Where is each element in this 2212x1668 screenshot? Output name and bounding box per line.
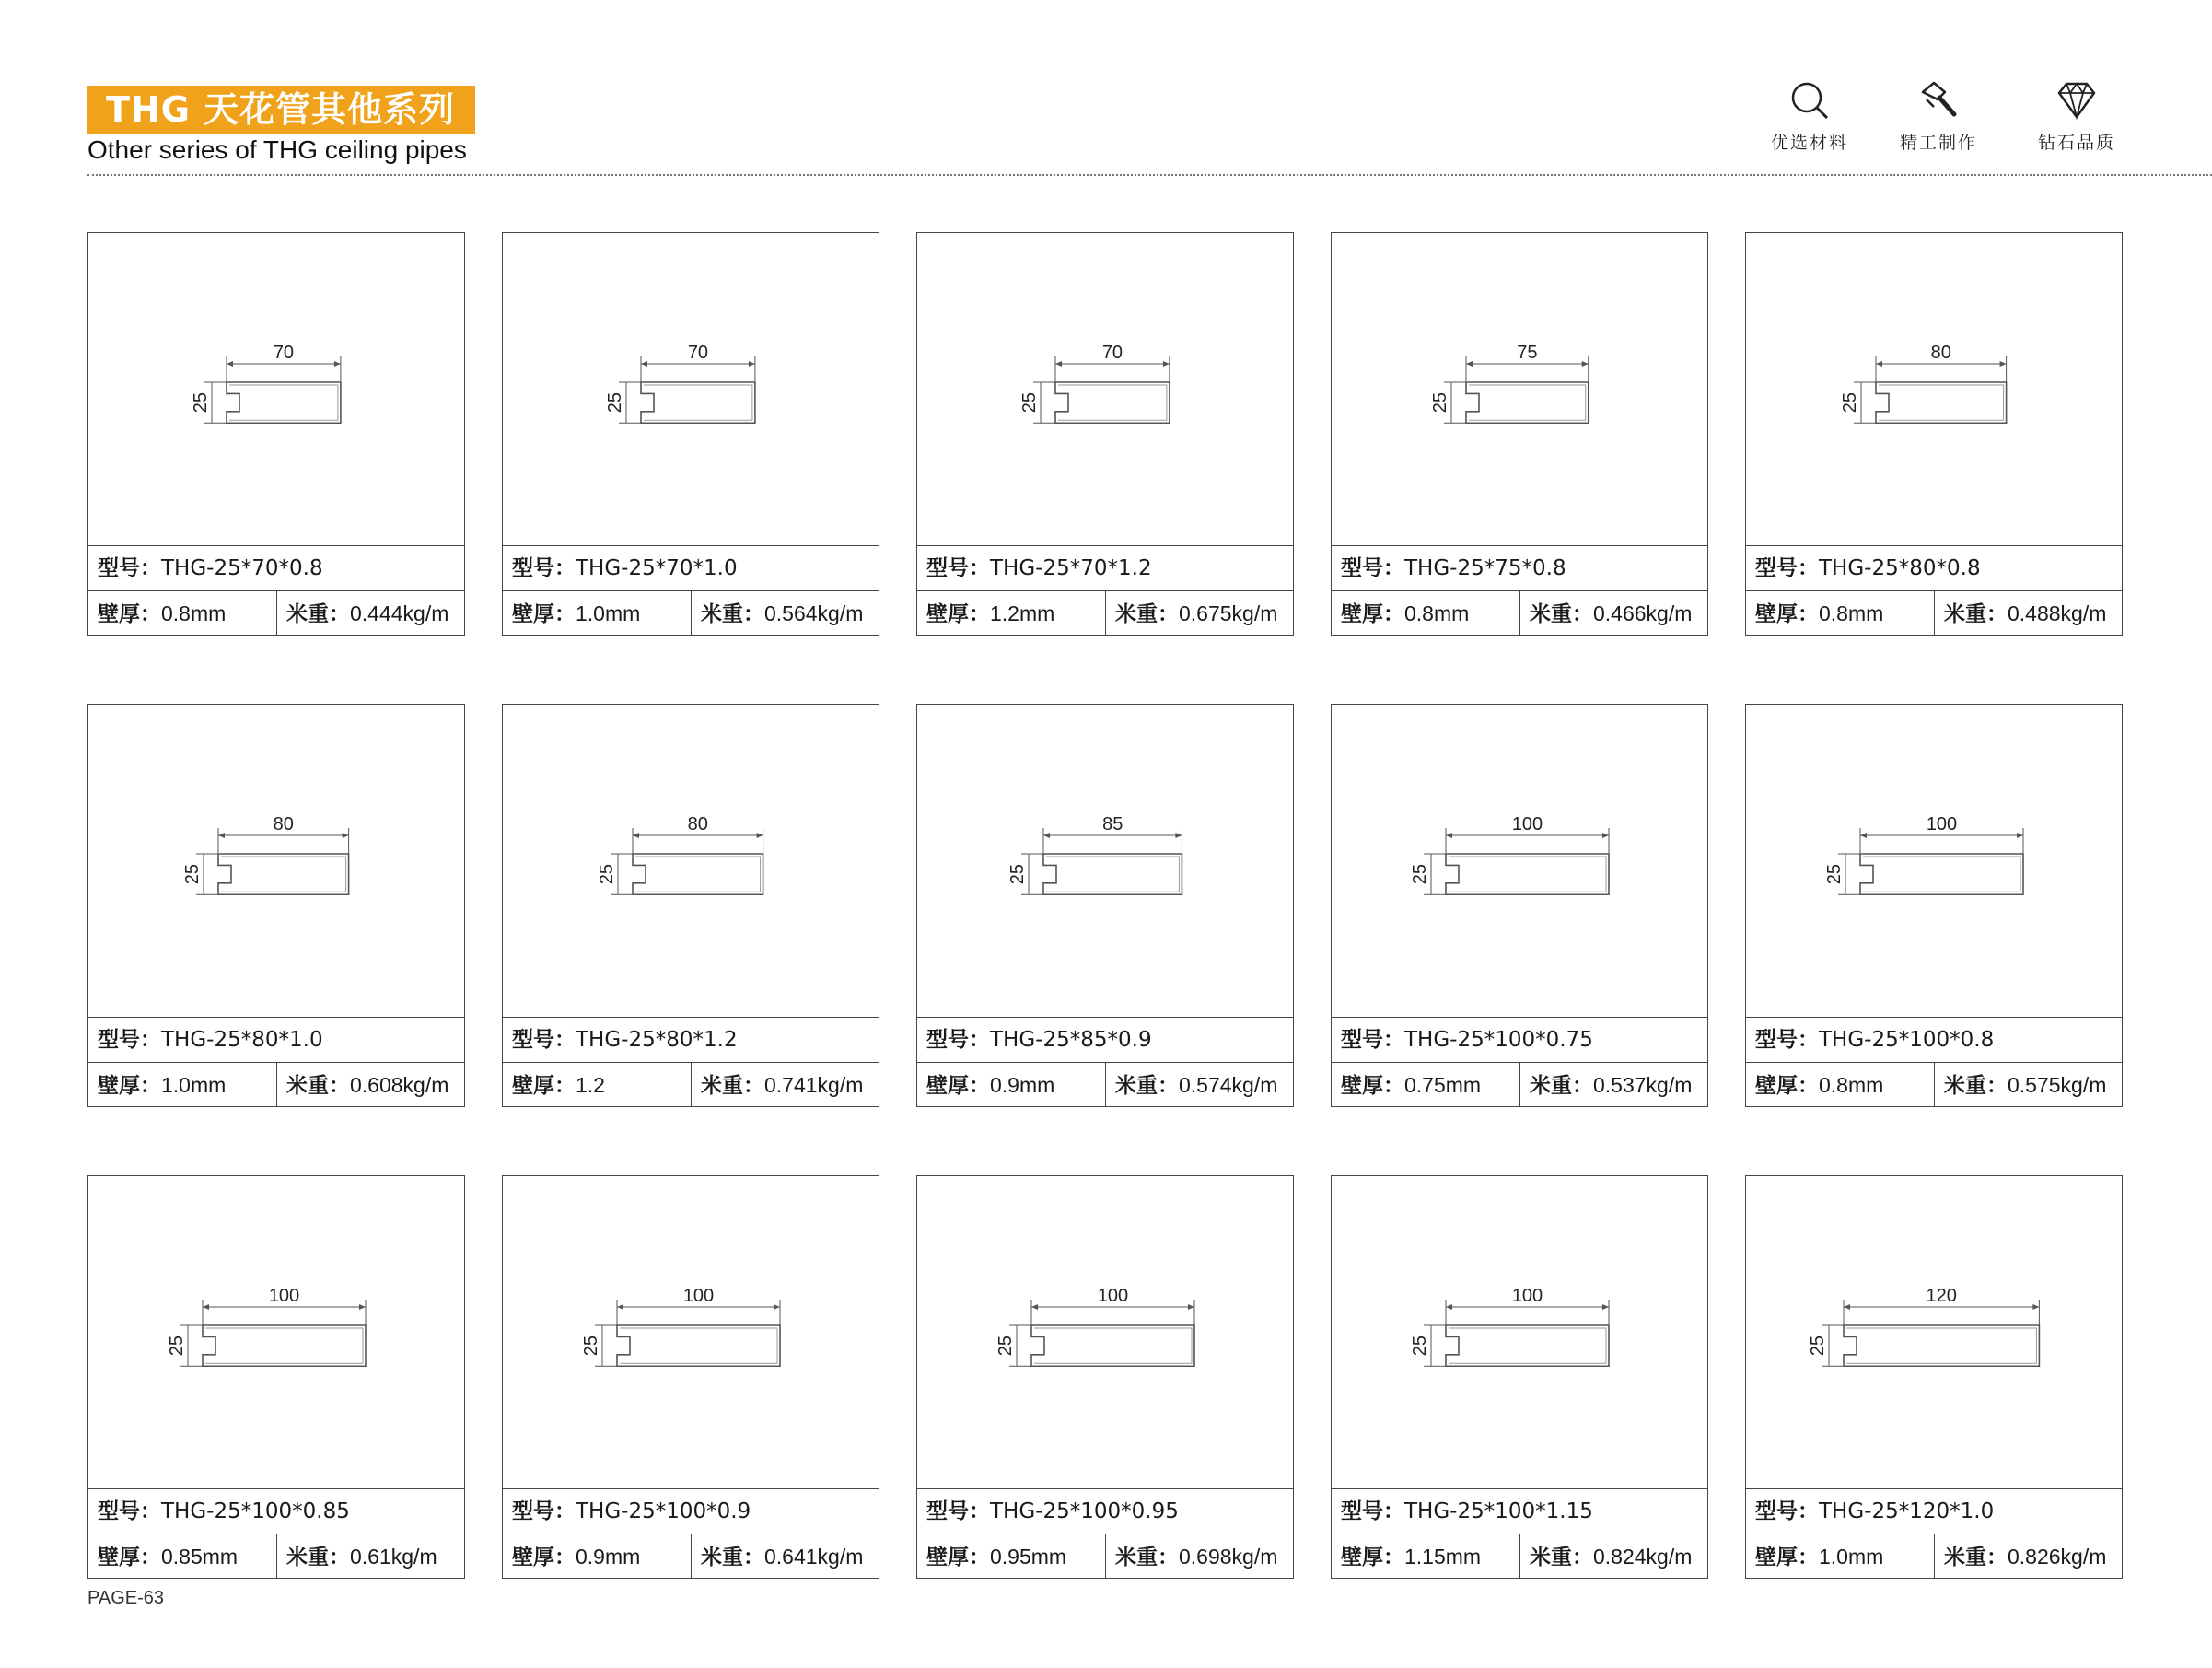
thickness-value: 0.8mm bbox=[1404, 601, 1470, 625]
height-dimension-label: 25 bbox=[191, 392, 211, 414]
page-subtitle: Other series of THG ceiling pipes bbox=[87, 135, 467, 164]
profile-outline bbox=[1446, 1325, 1609, 1366]
product-card bbox=[1331, 232, 1708, 636]
spec-row bbox=[88, 591, 464, 636]
thickness-cell bbox=[917, 591, 1106, 636]
thickness-label: 壁厚： bbox=[98, 1546, 161, 1569]
model-row bbox=[1332, 1018, 1707, 1063]
weight-cell bbox=[1935, 1534, 2124, 1579]
weight-cell bbox=[692, 1063, 880, 1107]
weight-label: 米重： bbox=[286, 1074, 350, 1098]
spec-row bbox=[503, 1534, 879, 1579]
width-dimension-label: 100 bbox=[682, 1286, 715, 1306]
weight-value: 0.466kg/m bbox=[1593, 601, 1693, 625]
profile-diagram bbox=[1746, 233, 2122, 544]
weight-cell bbox=[692, 1534, 880, 1579]
feature-label: 钻石品质 bbox=[2037, 133, 2115, 153]
width-dimension-label: 80 bbox=[1930, 343, 1951, 363]
profile-outline bbox=[1844, 1325, 2039, 1366]
width-dimension-label: 80 bbox=[273, 814, 294, 834]
weight-label: 米重： bbox=[1530, 602, 1593, 626]
weight-cell bbox=[1106, 1063, 1295, 1107]
thickness-label: 壁厚： bbox=[1341, 1546, 1404, 1569]
thickness-cell bbox=[1332, 1063, 1520, 1107]
profile-outline bbox=[617, 1325, 780, 1366]
model-row bbox=[88, 546, 464, 591]
product-card bbox=[916, 232, 1294, 636]
weight-cell bbox=[1520, 1534, 1709, 1579]
height-dimension-label: 25 bbox=[1824, 864, 1845, 885]
profile-inner-wall bbox=[221, 857, 346, 892]
profile-drawing bbox=[1332, 1176, 1707, 1489]
model-row bbox=[1332, 546, 1707, 591]
spec-row bbox=[1332, 1063, 1707, 1107]
model-value: THG-25*100*0.85 bbox=[161, 1499, 350, 1523]
profile-drawing bbox=[1746, 233, 2122, 546]
weight-value: 0.575kg/m bbox=[2008, 1073, 2107, 1097]
thickness-label: 壁厚： bbox=[98, 1074, 161, 1098]
thickness-label: 壁厚： bbox=[512, 602, 576, 626]
thickness-cell bbox=[503, 1534, 692, 1579]
profile-drawing bbox=[1332, 233, 1707, 546]
thickness-label: 壁厚： bbox=[926, 1546, 990, 1569]
height-dimension-label: 25 bbox=[605, 392, 625, 414]
width-dimension-label: 70 bbox=[687, 343, 709, 363]
weight-label: 米重： bbox=[1944, 602, 2008, 626]
profile-diagram bbox=[503, 233, 879, 544]
thickness-label: 壁厚： bbox=[926, 602, 990, 626]
header-divider bbox=[87, 174, 2212, 176]
model-row bbox=[503, 1489, 879, 1534]
spec-row bbox=[88, 1534, 464, 1579]
profile-outline bbox=[227, 382, 341, 423]
profile-drawing bbox=[917, 233, 1293, 546]
model-label: 型号： bbox=[98, 1028, 161, 1052]
thickness-label: 壁厚： bbox=[1341, 602, 1404, 626]
spec-row bbox=[1746, 1063, 2122, 1107]
thickness-label: 壁厚： bbox=[1755, 1546, 1819, 1569]
profile-outline bbox=[218, 854, 349, 894]
height-dimension-label: 25 bbox=[1410, 864, 1430, 885]
product-card bbox=[502, 232, 879, 636]
profile-diagram bbox=[917, 1176, 1293, 1487]
weight-cell bbox=[1520, 1063, 1709, 1107]
thickness-value: 0.95mm bbox=[990, 1545, 1067, 1569]
weight-cell bbox=[1935, 591, 2124, 636]
spec-row bbox=[917, 1063, 1293, 1107]
weight-label: 米重： bbox=[1944, 1074, 2008, 1098]
thickness-cell bbox=[503, 1063, 692, 1107]
product-card bbox=[502, 1175, 879, 1579]
model-row bbox=[917, 546, 1293, 591]
thickness-cell bbox=[1332, 1534, 1520, 1579]
profile-outline bbox=[1031, 1325, 1194, 1366]
thickness-label: 壁厚： bbox=[1341, 1074, 1404, 1098]
width-dimension-label: 85 bbox=[1102, 814, 1123, 834]
feature-label: 精工制作 bbox=[1899, 133, 1977, 153]
thickness-label: 壁厚： bbox=[926, 1074, 990, 1098]
thickness-value: 0.85mm bbox=[161, 1545, 239, 1569]
model-label: 型号： bbox=[926, 556, 990, 580]
height-dimension-label: 25 bbox=[1007, 864, 1028, 885]
profile-outline bbox=[1876, 382, 2007, 423]
profile-outline bbox=[641, 382, 755, 423]
thickness-label: 壁厚： bbox=[98, 602, 161, 626]
height-dimension-label: 25 bbox=[1808, 1336, 1828, 1357]
weight-label: 米重： bbox=[701, 1074, 764, 1098]
model-row bbox=[1746, 1018, 2122, 1063]
profile-drawing bbox=[88, 233, 464, 546]
height-dimension-label: 25 bbox=[1840, 392, 1860, 414]
profile-outline bbox=[1860, 854, 2023, 894]
width-dimension-label: 100 bbox=[1097, 1286, 1129, 1306]
weight-value: 0.574kg/m bbox=[1179, 1073, 1278, 1097]
product-card bbox=[87, 704, 465, 1107]
product-card bbox=[916, 704, 1294, 1107]
model-value: THG-25*75*0.8 bbox=[1404, 556, 1566, 580]
weight-value: 0.698kg/m bbox=[1179, 1545, 1278, 1569]
height-dimension-label: 25 bbox=[1430, 392, 1450, 414]
thickness-value: 1.2 bbox=[576, 1073, 605, 1097]
weight-label: 米重： bbox=[1944, 1546, 2008, 1569]
model-label: 型号： bbox=[926, 1499, 990, 1523]
profile-diagram bbox=[503, 1176, 879, 1487]
weight-value: 0.444kg/m bbox=[350, 601, 449, 625]
model-value: THG-25*85*0.9 bbox=[990, 1028, 1152, 1052]
model-label: 型号： bbox=[926, 1028, 990, 1052]
profile-drawing bbox=[503, 233, 879, 546]
profile-drawing bbox=[1746, 1176, 2122, 1489]
model-value: THG-25*80*0.8 bbox=[1819, 556, 1981, 580]
thickness-value: 1.15mm bbox=[1404, 1545, 1482, 1569]
thickness-value: 1.0mm bbox=[161, 1073, 227, 1097]
model-label: 型号： bbox=[1755, 556, 1819, 580]
model-row bbox=[917, 1489, 1293, 1534]
page-title: THG 天花管其他系列 bbox=[87, 86, 475, 134]
model-label: 型号： bbox=[1341, 556, 1404, 580]
weight-value: 0.488kg/m bbox=[2008, 601, 2107, 625]
spec-row bbox=[1746, 591, 2122, 636]
thickness-cell bbox=[503, 591, 692, 636]
weight-value: 0.537kg/m bbox=[1593, 1073, 1693, 1097]
height-dimension-label: 25 bbox=[1019, 392, 1040, 414]
profile-drawing bbox=[88, 705, 464, 1018]
profile-drawing bbox=[1332, 705, 1707, 1018]
weight-label: 米重： bbox=[286, 602, 350, 626]
model-row bbox=[88, 1018, 464, 1063]
thickness-cell bbox=[1746, 1063, 1935, 1107]
height-dimension-label: 25 bbox=[581, 1336, 601, 1357]
weight-value: 0.61kg/m bbox=[350, 1545, 437, 1569]
model-label: 型号： bbox=[512, 556, 576, 580]
feature-icons bbox=[1750, 79, 2127, 164]
spec-row bbox=[503, 591, 879, 636]
height-dimension-label: 25 bbox=[167, 1336, 187, 1357]
profile-outline bbox=[633, 854, 763, 894]
width-dimension-label: 80 bbox=[687, 814, 708, 834]
weight-label: 米重： bbox=[701, 602, 764, 626]
weight-cell bbox=[1106, 591, 1295, 636]
profile-inner-wall bbox=[1846, 1328, 2036, 1363]
spec-row bbox=[503, 1063, 879, 1107]
weight-label: 米重： bbox=[701, 1546, 764, 1569]
model-value: THG-25*100*0.9 bbox=[576, 1499, 751, 1523]
width-dimension-label: 70 bbox=[1101, 343, 1123, 363]
product-card bbox=[1745, 1175, 2123, 1579]
profile-inner-wall bbox=[229, 385, 338, 420]
thickness-cell bbox=[917, 1063, 1106, 1107]
width-dimension-label: 100 bbox=[1511, 814, 1543, 834]
model-label: 型号： bbox=[512, 1028, 576, 1052]
profile-inner-wall bbox=[1879, 385, 2004, 420]
profile-inner-wall bbox=[1449, 1328, 1606, 1363]
feature-materials bbox=[1750, 79, 1869, 154]
model-value: THG-25*100*0.75 bbox=[1404, 1028, 1593, 1052]
thickness-value: 0.9mm bbox=[576, 1545, 641, 1569]
weight-cell bbox=[1106, 1534, 1295, 1579]
weight-value: 0.675kg/m bbox=[1179, 601, 1278, 625]
thickness-value: 1.0mm bbox=[1819, 1545, 1884, 1569]
model-label: 型号： bbox=[1755, 1499, 1819, 1523]
profile-outline bbox=[1466, 382, 1589, 423]
width-dimension-label: 100 bbox=[1926, 814, 1958, 834]
profile-inner-wall bbox=[205, 1328, 363, 1363]
model-row bbox=[503, 1018, 879, 1063]
weight-label: 米重： bbox=[1115, 602, 1179, 626]
thickness-value: 0.8mm bbox=[1819, 1073, 1884, 1097]
profile-diagram bbox=[1332, 1176, 1707, 1487]
profile-diagram bbox=[1332, 233, 1707, 544]
profile-diagram bbox=[917, 705, 1293, 1016]
thickness-cell bbox=[1746, 591, 1935, 636]
profile-outline bbox=[203, 1325, 366, 1366]
profile-diagram bbox=[1332, 705, 1707, 1016]
spec-row bbox=[1746, 1534, 2122, 1579]
product-card bbox=[916, 1175, 1294, 1579]
product-card bbox=[87, 232, 465, 636]
profile-drawing bbox=[503, 705, 879, 1018]
profile-diagram bbox=[503, 705, 879, 1016]
weight-label: 米重： bbox=[286, 1546, 350, 1569]
model-row bbox=[1746, 1489, 2122, 1534]
model-value: THG-25*100*1.15 bbox=[1404, 1499, 1593, 1523]
weight-cell bbox=[1520, 591, 1709, 636]
height-dimension-label: 25 bbox=[597, 864, 617, 885]
profile-inner-wall bbox=[1449, 857, 1606, 892]
feature-craft bbox=[1879, 79, 1998, 154]
model-row bbox=[1332, 1489, 1707, 1534]
hammer-icon bbox=[1917, 79, 1960, 122]
model-label: 型号： bbox=[98, 1499, 161, 1523]
height-dimension-label: 25 bbox=[1410, 1336, 1430, 1357]
thickness-value: 0.75mm bbox=[1404, 1073, 1482, 1097]
model-value: THG-25*100*0.95 bbox=[990, 1499, 1179, 1523]
profile-diagram bbox=[1746, 1176, 2122, 1487]
model-value: THG-25*80*1.0 bbox=[161, 1028, 323, 1052]
spec-row bbox=[1332, 591, 1707, 636]
thickness-value: 1.2mm bbox=[990, 601, 1055, 625]
width-dimension-label: 100 bbox=[268, 1286, 300, 1306]
width-dimension-label: 120 bbox=[1926, 1286, 1957, 1306]
model-label: 型号： bbox=[1341, 1499, 1404, 1523]
model-label: 型号： bbox=[98, 556, 161, 580]
product-card bbox=[1331, 1175, 1708, 1579]
thickness-cell bbox=[88, 591, 277, 636]
weight-value: 0.826kg/m bbox=[2008, 1545, 2107, 1569]
model-value: THG-25*70*1.2 bbox=[990, 556, 1152, 580]
weight-label: 米重： bbox=[1115, 1074, 1179, 1098]
profile-outline bbox=[1446, 854, 1609, 894]
profile-inner-wall bbox=[1863, 857, 2020, 892]
product-card bbox=[1745, 704, 2123, 1107]
weight-cell bbox=[277, 591, 466, 636]
thickness-cell bbox=[88, 1063, 277, 1107]
profile-drawing bbox=[1746, 705, 2122, 1018]
width-dimension-label: 70 bbox=[273, 343, 295, 363]
weight-cell bbox=[1935, 1063, 2124, 1107]
thickness-cell bbox=[917, 1534, 1106, 1579]
product-card bbox=[87, 1175, 465, 1579]
thickness-label: 壁厚： bbox=[1755, 1074, 1819, 1098]
thickness-cell bbox=[1332, 591, 1520, 636]
profile-outline bbox=[1055, 382, 1170, 423]
profile-inner-wall bbox=[635, 857, 761, 892]
thickness-value: 0.8mm bbox=[161, 601, 227, 625]
height-dimension-label: 25 bbox=[182, 864, 203, 885]
weight-value: 0.564kg/m bbox=[764, 601, 864, 625]
profile-outline bbox=[1043, 854, 1182, 894]
weight-label: 米重： bbox=[1530, 1546, 1593, 1569]
profile-inner-wall bbox=[1469, 385, 1586, 420]
spec-row bbox=[88, 1063, 464, 1107]
diamond-icon bbox=[2055, 79, 2098, 122]
spec-row bbox=[1332, 1534, 1707, 1579]
thickness-label: 壁厚： bbox=[512, 1074, 576, 1098]
profile-diagram bbox=[88, 1176, 464, 1487]
product-card bbox=[502, 704, 879, 1107]
spec-row bbox=[917, 591, 1293, 636]
page-number: PAGE-63 bbox=[87, 1588, 164, 1608]
model-row bbox=[503, 546, 879, 591]
thickness-cell bbox=[88, 1534, 277, 1579]
profile-diagram bbox=[88, 233, 464, 544]
profile-diagram bbox=[88, 705, 464, 1016]
model-value: THG-25*70*1.0 bbox=[576, 556, 738, 580]
weight-value: 0.641kg/m bbox=[764, 1545, 864, 1569]
product-card bbox=[1331, 704, 1708, 1107]
weight-cell bbox=[277, 1063, 466, 1107]
width-dimension-label: 100 bbox=[1511, 1286, 1543, 1306]
profile-drawing bbox=[917, 1176, 1293, 1489]
thickness-label: 壁厚： bbox=[512, 1546, 576, 1569]
spec-row bbox=[917, 1534, 1293, 1579]
model-label: 型号： bbox=[1341, 1028, 1404, 1052]
magnifier-icon bbox=[1788, 79, 1831, 122]
thickness-value: 0.9mm bbox=[990, 1073, 1055, 1097]
profile-drawing bbox=[88, 1176, 464, 1489]
thickness-value: 0.8mm bbox=[1819, 601, 1884, 625]
model-value: THG-25*120*1.0 bbox=[1819, 1499, 1995, 1523]
profile-inner-wall bbox=[1058, 385, 1167, 420]
profile-drawing bbox=[917, 705, 1293, 1018]
weight-label: 米重： bbox=[1530, 1074, 1593, 1098]
weight-value: 0.741kg/m bbox=[764, 1073, 864, 1097]
model-label: 型号： bbox=[1755, 1028, 1819, 1052]
feature-quality bbox=[2017, 79, 2136, 154]
model-row bbox=[88, 1489, 464, 1534]
weight-label: 米重： bbox=[1115, 1546, 1179, 1569]
model-row bbox=[1746, 546, 2122, 591]
model-row bbox=[917, 1018, 1293, 1063]
weight-value: 0.824kg/m bbox=[1593, 1545, 1693, 1569]
profile-inner-wall bbox=[1034, 1328, 1192, 1363]
feature-label: 优选材料 bbox=[1770, 133, 1848, 153]
model-value: THG-25*80*1.2 bbox=[576, 1028, 738, 1052]
profile-inner-wall bbox=[620, 1328, 777, 1363]
width-dimension-label: 75 bbox=[1517, 343, 1538, 363]
thickness-value: 1.0mm bbox=[576, 601, 641, 625]
weight-cell bbox=[692, 591, 880, 636]
height-dimension-label: 25 bbox=[995, 1336, 1016, 1357]
thickness-label: 壁厚： bbox=[1755, 602, 1819, 626]
model-value: THG-25*70*0.8 bbox=[161, 556, 323, 580]
product-card bbox=[1745, 232, 2123, 636]
model-label: 型号： bbox=[512, 1499, 576, 1523]
model-value: THG-25*100*0.8 bbox=[1819, 1028, 1995, 1052]
profile-drawing bbox=[503, 1176, 879, 1489]
weight-cell bbox=[277, 1534, 466, 1579]
profile-diagram bbox=[917, 233, 1293, 544]
profile-inner-wall bbox=[644, 385, 752, 420]
weight-value: 0.608kg/m bbox=[350, 1073, 449, 1097]
thickness-cell bbox=[1746, 1534, 1935, 1579]
profile-inner-wall bbox=[1046, 857, 1179, 892]
profile-diagram bbox=[1746, 705, 2122, 1016]
